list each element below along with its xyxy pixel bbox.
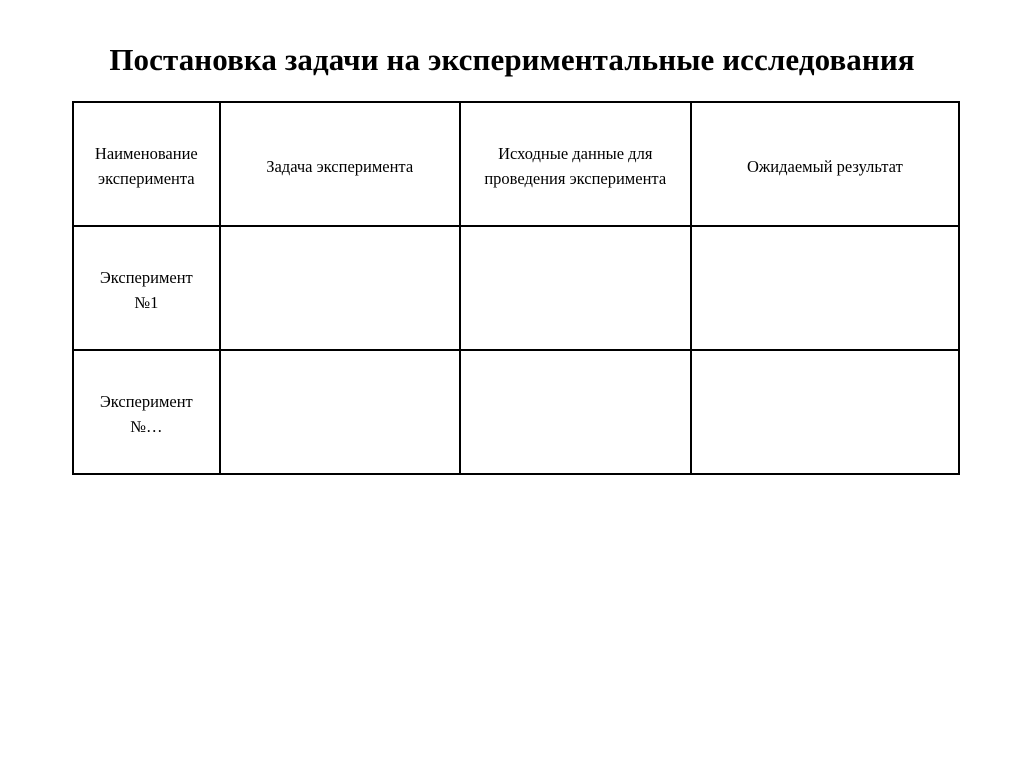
header-input-line-2: проведения эксперимента [484, 169, 667, 188]
header-cell-name [73, 102, 220, 226]
header-name-line-1: Наименование [94, 144, 198, 163]
header-name-line-2: эксперимента [98, 169, 195, 188]
row-1-name-line-2: №1 [134, 293, 159, 312]
table-header-row [73, 102, 959, 226]
row-1-task-cell [220, 226, 460, 350]
row-1-input-cell [460, 226, 691, 350]
row-1-name-cell [73, 226, 220, 350]
header-cell-input-data [460, 102, 691, 226]
header-task-line-1: Задача эксперимента [266, 157, 414, 176]
row-2-result-cell [691, 350, 959, 474]
row-1-name-line-1: Эксперимент [99, 268, 193, 287]
header-cell-task [220, 102, 460, 226]
header-input-line-1: Исходные данные для [498, 144, 653, 163]
experiment-table [72, 101, 960, 475]
table-row [73, 350, 959, 474]
row-2-name-line-1: Эксперимент [99, 392, 193, 411]
row-2-task-cell [220, 350, 460, 474]
slide-title: Постановка задачи на экспериментальные исследования [109, 42, 915, 77]
row-1-result-cell [691, 226, 959, 350]
header-cell-expected-result [691, 102, 959, 226]
row-2-name-line-2: №… [130, 417, 163, 436]
table-row [73, 226, 959, 350]
header-result-line-1: Ожидаемый результат [746, 157, 903, 176]
row-2-input-cell [460, 350, 691, 474]
row-2-name-cell [73, 350, 220, 474]
